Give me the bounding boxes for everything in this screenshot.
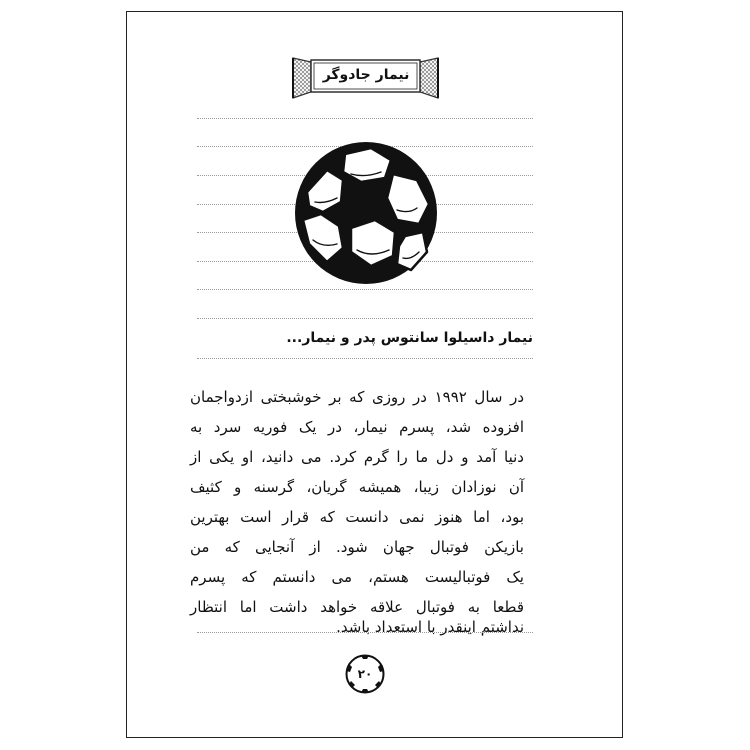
body-text-line: افزوده شد، پسرم نیمار، در یک فوریه سرد به [190, 418, 524, 436]
body-text-line: یک فوتبالیست هستم، می دانستم که پسرم [190, 568, 524, 586]
ruled-line [197, 118, 533, 119]
ruled-line [197, 289, 533, 290]
body-text-line: بود، اما هنوز نمی دانست که قرار است بهترین [190, 508, 524, 526]
section-heading: نیمار داسیلوا سانتوس پدر و نیمار... [286, 330, 533, 346]
ruled-line [197, 358, 533, 359]
chapter-title: نیمار جادوگر [322, 67, 410, 83]
page-number: ۲۰ [357, 667, 373, 681]
body-text-line: آن نوزادان زیبا، همیشه گریان، گرسنه و کثیف [190, 478, 524, 496]
ruled-line [197, 632, 533, 633]
body-text-line: در سال ۱۹۹۲ در روزی که بر خوشبختی ازدواجمان [190, 388, 525, 406]
body-text-line: قطعا به فوتبال علاقه خواهد داشت اما انتظار [190, 598, 524, 616]
body-text-line: بازیکن فوتبال جهان شود. از آنجایی که من [190, 538, 524, 556]
body-text-line: دنیا آمد و دل ما را گرم کرد. می دانید، او یکی از [190, 448, 524, 466]
body-text-line: نداشتم اینقدر با استعداد باشد. [336, 618, 524, 636]
ruled-line [197, 318, 533, 319]
soccer-ball-icon [293, 140, 439, 286]
